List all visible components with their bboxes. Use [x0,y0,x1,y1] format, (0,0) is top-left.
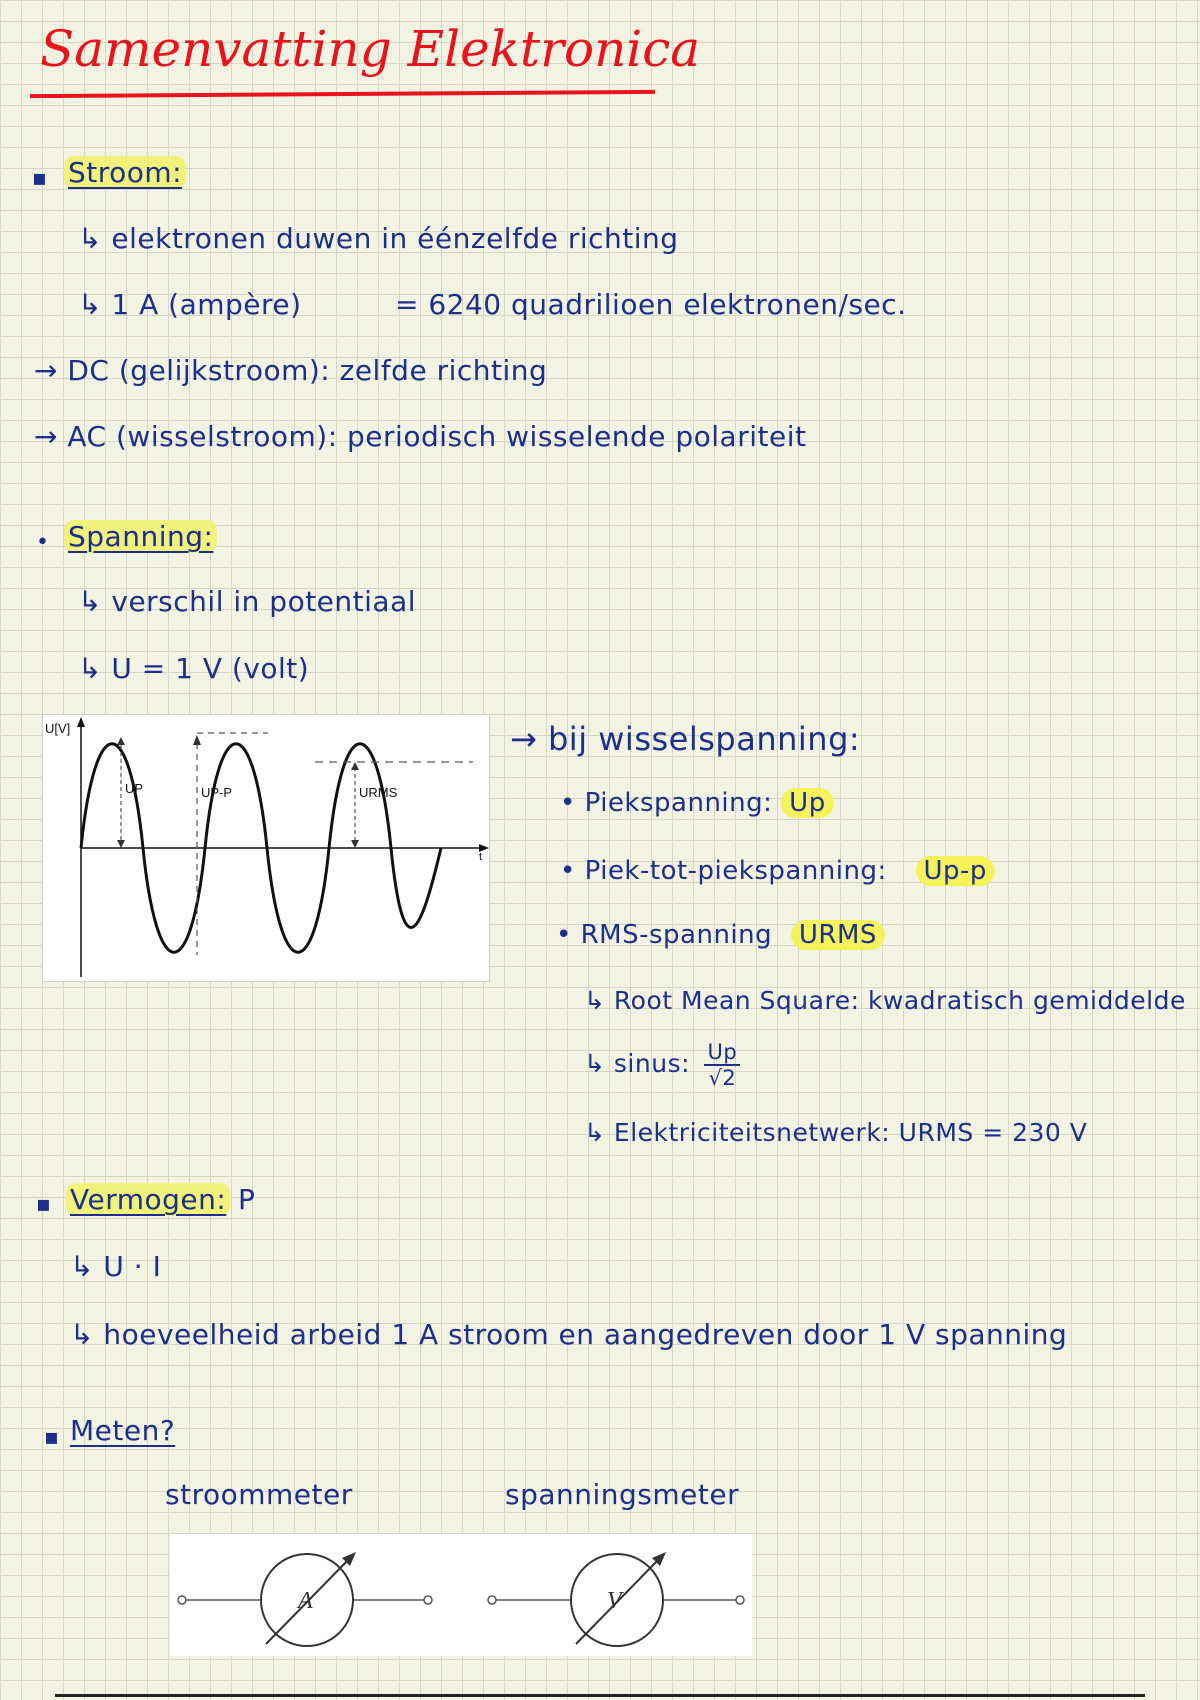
arrow-return-icon: ↳ [584,1049,614,1079]
stroom-line-2: ↳ 1 A (ampère) [78,288,302,321]
urms-arrow-icon [351,762,359,770]
arrow-right-icon: → [34,420,68,453]
vermogen-symbol: P [238,1183,256,1216]
bullet-icon: ▪ [44,1425,59,1450]
arrow-right-icon: → [510,720,548,758]
piek-symbol: Up [781,788,834,818]
arrow-return-icon: ↳ [584,1118,614,1147]
stroom-ac: → AC (wisselstroom): periodisch wisselende polariteit [34,420,807,453]
label-stroommeter: stroommeter [165,1478,353,1511]
pp-symbol: Up-p [916,856,995,886]
vermogen-definition: ↳ hoeveelheid arbeid 1 A stroom en aangedreven door 1 V spanning [70,1318,1068,1351]
stroom-dc: → DC (gelijkstroom): zelfde richting [34,354,548,387]
page-title: Samenvatting Elektronica [40,20,701,78]
bullet-icon: • [560,856,585,886]
vermogen-formula: ↳ U · I [70,1250,162,1283]
arrow-return-icon: ↳ [70,1318,104,1351]
up-arrow-icon [117,737,125,745]
wissel-heading: → bij wisselspanning: [510,720,861,758]
heading-spanning: Spanning: [64,520,217,553]
graph-t-label: t [479,851,483,863]
heading-vermogen: Vermogen: [66,1183,230,1216]
arrow-return-icon: ↳ [78,288,112,321]
bullet-icon: ▪ [36,1192,51,1217]
page-bottom-divider [55,1694,1145,1697]
rms-definition: ↳ Root Mean Square: kwadratisch gemiddelde [584,986,1186,1015]
spanning-line-2: ↳ U = 1 V (volt) [78,652,310,685]
arrow-return-icon: ↳ [78,222,112,255]
net-line: ↳ Elektriciteitsnetwerk: URMS = 230 V [584,1118,1088,1147]
graph-urms-label: URMS [359,785,398,800]
arrow-return-icon: ↳ [584,986,614,1015]
sine-wave-graph [42,714,490,982]
bullet-icon: • [560,788,585,818]
rms-symbol: URMS [791,920,885,950]
title-underline [30,90,655,98]
bullet-icon: ▪ [32,166,47,191]
voltmeter-symbol [488,1552,744,1646]
stroom-line-2-eq: = 6240 quadrilioen elektronen/sec. [395,288,907,321]
arrow-return-icon: ↳ [78,652,112,685]
upp-arrow-icon [193,735,201,745]
piek-line: • Piekspanning: Up [560,788,834,818]
sinus-line: ↳ sinus: $\frac{Up}{√2}$ [584,1040,740,1090]
bullet-icon: • [556,920,581,950]
heading-stroom: Stroom: [64,156,186,189]
spanning-line-1: ↳ verschil in potentiaal [78,585,417,618]
bullet-icon: • [36,530,49,555]
ammeter-symbol [178,1552,432,1646]
sinus-denominator: √2 [708,1066,737,1091]
rms-line: • RMS-spanning URMS [556,920,885,950]
arrow-return-icon: ↳ [70,1250,104,1283]
sine-wave-svg [43,715,489,981]
y-axis-arrow-icon [77,717,85,727]
sinus-numerator: Up [704,1040,740,1066]
up-arrow-icon [117,840,125,848]
ammeter-label: A [298,1588,313,1614]
urms-arrow-icon [351,840,359,848]
meter-svg [170,1534,752,1656]
graph-upp-label: UP-P [201,785,233,800]
label-spanningsmeter: spanningsmeter [505,1478,740,1511]
arrow-right-icon: → [34,354,68,387]
graph-up-label: UP [125,781,144,796]
sinus-fraction [704,1040,740,1090]
pp-line: • Piek-tot-piekspanning: Up-p [560,856,995,886]
meter-diagram [170,1534,752,1656]
heading-meten: Meten? [70,1414,176,1447]
arrow-return-icon: ↳ [78,585,112,618]
voltmeter-label: V [607,1588,622,1614]
stroom-line-1: ↳ elektronen duwen in éénzelfde richting [78,222,679,255]
graph-y-label: U[V] [45,721,71,736]
